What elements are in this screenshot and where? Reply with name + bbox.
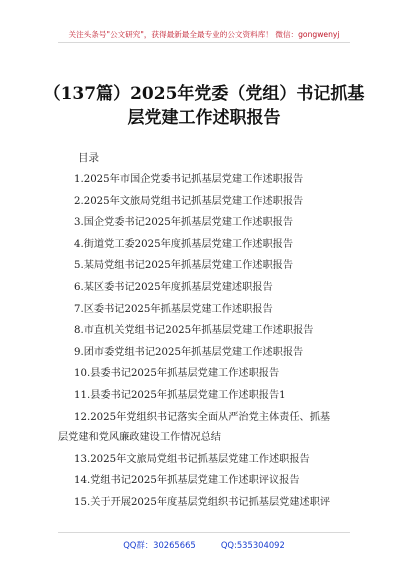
toc-heading: 目录 bbox=[78, 152, 99, 164]
toc-item: 11.县委书记2025年抓基层党建工作述职报告1 bbox=[74, 389, 286, 401]
table-of-contents bbox=[58, 169, 354, 513]
toc-item: 14.党组书记2025年抓基层党建工作述职评议报告 bbox=[74, 475, 300, 487]
header-notice: 关注头条号"公文研究"，获得最新最全最专业的公文资料库！ 微信：gongwenyj bbox=[68, 30, 340, 39]
toc-item: 5.某局党组书记2025年抓基层党建工作述职报告 bbox=[74, 260, 294, 272]
toc-item: 10.县委书记2025年抓基层党建工作述职报告 bbox=[74, 368, 280, 380]
page-footer bbox=[58, 532, 350, 555]
toc-item: 6.某区委书记2025年度抓基层党建述职报告 bbox=[74, 281, 273, 293]
page-header bbox=[58, 22, 350, 43]
toc-item: 1.2025年市国企党委书记抓基层党建工作述职报告 bbox=[74, 174, 304, 185]
toc-item: 7.区委书记2025年抓基层党建工作述职报告 bbox=[74, 303, 273, 315]
toc-item-multiline bbox=[58, 407, 354, 449]
footer-qq-group: QQ群：30265665 bbox=[123, 540, 196, 550]
toc-item-line: 12.2025年党组织书记落实全面从严治党主体责任、抓基 bbox=[74, 411, 331, 423]
toc-item: 13.2025年文旅局党组书记抓基层党建工作述职报告 bbox=[74, 453, 310, 465]
title-line-2: 层党建工作述职报告 bbox=[127, 108, 281, 128]
toc-item: 15.关于开展2025年度基层党组织书记抓基层党建述职评 bbox=[74, 496, 331, 508]
footer-qq: QQ:535304092 bbox=[220, 540, 285, 550]
toc-item: 8.市直机关党组书记2025年抓基层党建工作述职报告 bbox=[74, 325, 314, 337]
toc-item: 2.2025年文旅局党组书记抓基层党建工作述职报告 bbox=[74, 195, 304, 207]
document-title bbox=[40, 82, 368, 130]
title-line-1: （137篇）2025年党委（党组）书记抓基 bbox=[43, 84, 365, 104]
toc-item: 4.街道党工委2025年度抓基层党建工作述职报告 bbox=[74, 238, 294, 250]
toc-item-line-continued: 层党建和党风廉政建设工作情况总结 bbox=[58, 431, 221, 443]
toc-item: 3.国企党委书记2025年抓基层党建工作述职报告 bbox=[74, 217, 294, 229]
toc-item: 9.团市委党组书记2025年抓基层党建工作述职报告 bbox=[74, 346, 304, 358]
